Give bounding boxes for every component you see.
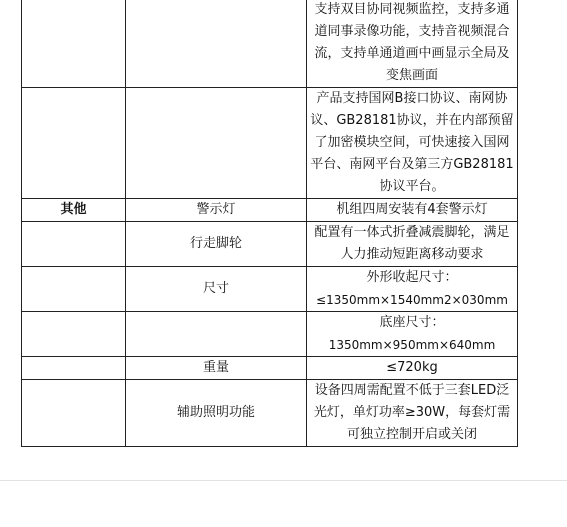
table-row (22, 357, 518, 380)
item-cell: 尺寸 (126, 267, 307, 312)
spec-text: ≤720kg (386, 360, 438, 375)
table-row (22, 312, 518, 357)
spec-table (21, 0, 518, 447)
spec-line: 底座尺寸： (379, 315, 445, 330)
spec-cell (307, 357, 518, 380)
spec-cell (307, 312, 518, 357)
item-cell (126, 88, 307, 199)
category-cell (22, 222, 126, 267)
spec-line: 外形收起尺寸： (366, 270, 458, 285)
spec-cell (307, 222, 518, 267)
category-cell (22, 357, 126, 380)
spec-cell (307, 88, 518, 199)
item-cell: 重量 (126, 357, 307, 380)
spec-cell (307, 0, 518, 88)
spec-line: ≤1350mm×1540mm2×030mm (316, 293, 508, 307)
item-cell (126, 312, 307, 357)
table-row (22, 199, 518, 222)
category-cell: 其他 (22, 199, 126, 222)
item-cell: 辅助照明功能 (126, 380, 307, 447)
spec-text: 配置有一体式折叠减震脚轮，满足人力推动短距离移动要求 (314, 225, 510, 262)
spec-text: 设备四周需配置不低于三套LED泛光灯，单灯功率≥30W，每套灯需可独立控制开启或关闭 (313, 383, 511, 442)
spec-text: 机组四周安装有4套警示灯 (336, 202, 488, 217)
category-cell (22, 0, 126, 88)
table-row (22, 88, 518, 199)
spec-cell (307, 267, 518, 312)
table-row (22, 267, 518, 312)
table-row (22, 0, 518, 88)
category-cell (22, 312, 126, 357)
table-row (22, 380, 518, 447)
item-cell (126, 0, 307, 88)
category-cell (22, 88, 126, 199)
spec-cell (307, 199, 518, 222)
category-cell (22, 267, 126, 312)
table-row (22, 222, 518, 267)
spec-text: 支持双目协同视频监控，支持多通道同事录像功能，支持音视频混合流，支持单通道画中画显示全局及变焦画面 (314, 2, 510, 83)
item-cell: 警示灯 (126, 199, 307, 222)
item-cell: 行走脚轮 (126, 222, 307, 267)
category-cell (22, 380, 126, 447)
spec-cell (307, 380, 518, 447)
spec-line: 1350mm×950mm×640mm (328, 338, 496, 352)
spec-text: 产品支持国网B接口协议、南网协议、GB28181协议，并在内部预留了加密模块空间，可快速接入国网平台、南网平台及第三方GB28181协议平台。 (310, 91, 514, 194)
